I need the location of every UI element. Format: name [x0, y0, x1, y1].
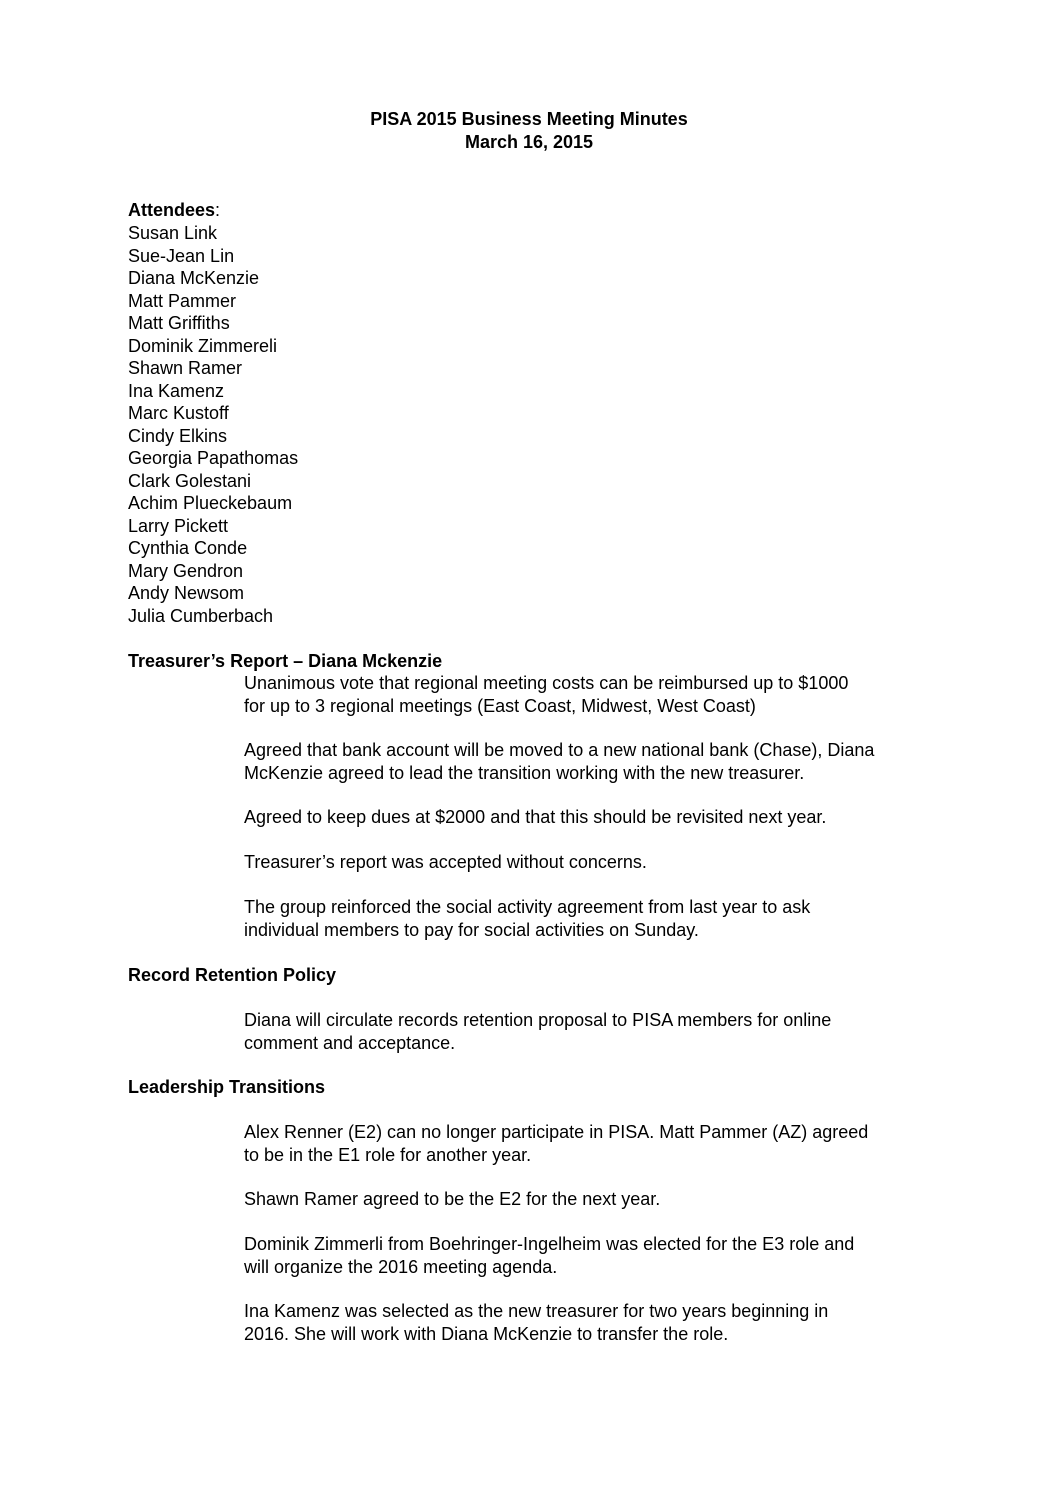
document-header [0, 108, 1058, 153]
attendee-name: Sue-Jean Lin [128, 245, 235, 266]
paragraph-line: The group reinforced the social activity agreement from last year to ask [244, 897, 811, 917]
attendee-name: Mary Gendron [128, 560, 244, 581]
attendee-name: Shawn Ramer [128, 358, 243, 378]
attendee-name: Marc Kustoff [128, 403, 229, 423]
attendee-name: Matt Griffiths [128, 313, 230, 333]
leadership-transitions-paragraph [244, 1188, 944, 1211]
leadership-transitions-paragraph [244, 1233, 944, 1278]
paragraph-line: Agreed to keep dues at $2000 and that this should be revisited next year. [244, 807, 827, 827]
attendees-heading-colon: : [215, 200, 221, 220]
paragraph-line: to be in the E1 role for another year. [244, 1144, 532, 1165]
document-title: PISA 2015 Business Meeting Minutes [370, 109, 688, 129]
treasurers-report-paragraph [244, 851, 944, 874]
attendee-name: Susan Link [128, 223, 218, 243]
attendee-name: Cindy Elkins [128, 425, 228, 446]
leadership-transitions-heading: Leadership Transitions [128, 1077, 326, 1097]
record-retention-paragraph [244, 1009, 944, 1054]
treasurers-report-paragraph [244, 672, 944, 717]
attendee-name: Andy Newsom [128, 583, 245, 603]
paragraph-line: Diana will circulate records retention proposal to PISA members for online [244, 1010, 832, 1030]
attendee-name: Matt Pammer [128, 290, 237, 311]
paragraph-line: will organize the 2016 meeting agenda. [244, 1256, 558, 1277]
treasurers-report-paragraph [244, 896, 944, 941]
leadership-transitions-paragraph [244, 1300, 944, 1345]
treasurers-report-paragraph [244, 806, 944, 829]
leadership-transitions-paragraph [244, 1121, 944, 1166]
treasurers-report-heading: Treasurer’s Report – Diana Mckenzie [128, 651, 443, 671]
attendees-heading-label: Attendees [128, 200, 216, 220]
paragraph-line: individual members to pay for social activities on Sunday. [244, 919, 699, 940]
paragraph-line: Ina Kamenz was selected as the new treasurer for two years beginning in [244, 1301, 829, 1321]
paragraph-line: Unanimous vote that regional meeting costs can be reimbursed up to $1000 [244, 673, 849, 693]
attendees-heading [128, 199, 220, 222]
paragraph-line: Agreed that bank account will be moved to a new national bank (Chase), Diana [244, 740, 875, 760]
treasurers-report-paragraph [244, 739, 944, 784]
paragraph-line: Dominik Zimmerli from Boehringer-Ingelheim was elected for the E3 role and [244, 1234, 855, 1254]
attendee-name: Clark Golestani [128, 470, 252, 491]
paragraph-line: Alex Renner (E2) can no longer participate in PISA. Matt Pammer (AZ) agreed [244, 1122, 869, 1142]
paragraph-line: McKenzie agreed to lead the transition working with the new treasurer. [244, 762, 805, 783]
attendee-list [128, 222, 298, 627]
attendee-name: Achim Plueckebaum [128, 493, 293, 513]
paragraph-line: Treasurer’s report was accepted without concerns. [244, 852, 647, 872]
attendee-name: Ina Kamenz [128, 380, 225, 401]
paragraph-line: comment and acceptance. [244, 1032, 456, 1053]
attendee-name: Dominik Zimmereli [128, 335, 278, 356]
paragraph-line: Shawn Ramer agreed to be the E2 for the next year. [244, 1189, 661, 1209]
paragraph-line: for up to 3 regional meetings (East Coast, Midwest, West Coast) [244, 695, 756, 716]
document-date: March 16, 2015 [464, 131, 594, 152]
paragraph-line: 2016. She will work with Diana McKenzie to transfer the role. [244, 1323, 729, 1344]
attendee-name: Georgia Papathomas [128, 448, 299, 468]
attendee-name: Larry Pickett [128, 515, 229, 536]
record-retention-heading: Record Retention Policy [128, 965, 337, 985]
attendee-name: Julia Cumberbach [128, 605, 274, 626]
attendee-name: Diana McKenzie [128, 268, 260, 288]
attendee-name: Cynthia Conde [128, 538, 248, 558]
